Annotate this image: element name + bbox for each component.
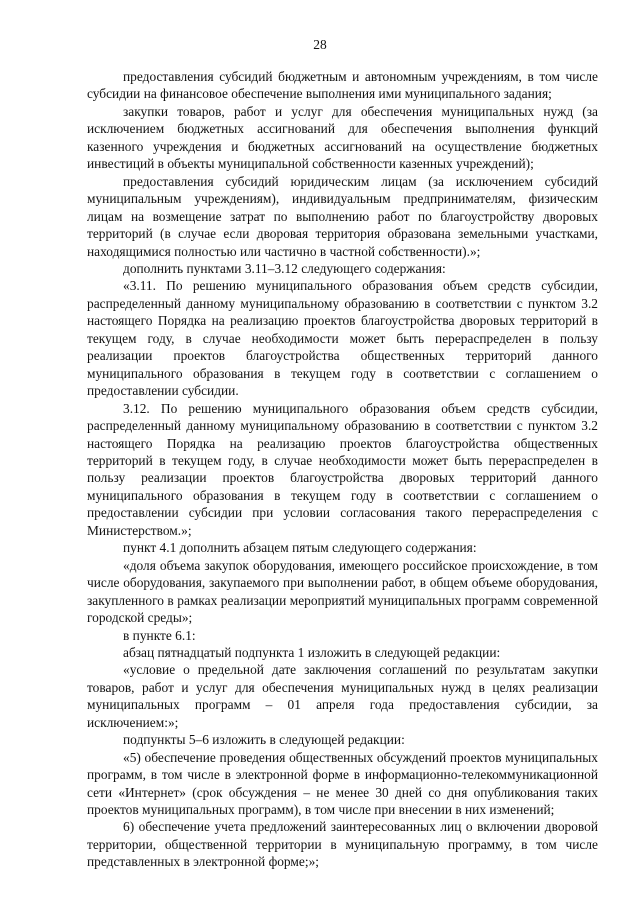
page-number: 28 [313, 37, 327, 52]
paragraph-procurement: закупки товаров, работ и услуг для обеспечения муниципальных нужд (за исключением бюджетных ассигнований для обеспечения выполнения функций казенного учреждения и бюджетных ассигнований на осуществление бюджетных инвестиций в объекты муниципальной собственности казенных учреждений); [87, 103, 598, 172]
paragraph-point-3-12: 3.12. По решению муниципального образования объем средств субсидии, распределенный данному муниципальному образованию в соответствии с пунктом 3.2 настоящего Порядка на реализацию проектов благоустройства общественных территорий в текущем году, в случае необходимости может быть перераспределен в пользу реализации проектов благоустройства дворовых территорий данного муниципального образования в текущем году в соответствии с соглашением о предоставлении субсидии при условии согласования такого перераспределения с Министерством.»; [87, 400, 598, 538]
paragraph-subpoints-5-6-intro: подпункты 5–6 изложить в следующей редакции: [123, 732, 405, 748]
paragraph-equipment-share: «доля объема закупок оборудования, имеющего российское происхождение, в том числе оборудования, закупаемого при выполнении работ, в общем объеме оборудования, закупленного в рамках реализации мероприятий муниципальных программ современной городской среды»; [87, 557, 598, 626]
document-body [87, 68, 598, 871]
paragraph-subsidies-legal-entities: предоставления субсидий юридическим лицам (за исключением субсидий муниципальным учреждениям), индивидуальным предпринимателям, физическим лицам на возмещение затрат по выполнению работ по благоустройству дворовых территорий (в случае если дворовая территория образована земельными участками, находящимися полностью или частично в частной собственности).»; [87, 173, 598, 259]
paragraph-add-points-intro: дополнить пунктами 3.11–3.12 следующего содержания: [123, 260, 446, 276]
paragraph-subpoint-6: 6) обеспечение учета предложений заинтересованных лиц о включении дворовой территории, общественной территории в муниципальную программу, в том числе представленных в электронной форме;»; [87, 819, 598, 870]
paragraph-point-6-1: в пункте 6.1: [123, 627, 196, 643]
paragraph-point-4-1-intro: пункт 4.1 дополнить абзацем пятым следующего содержания: [123, 540, 477, 556]
paragraph-point-3-11: «3.11. По решению муниципального образования объем средств субсидии, распределенный данному муниципальному образованию в соответствии с пунктом 3.2 настоящего Порядка на реализацию проектов благоустройства дворовых территорий в текущем году, в случае необходимости может быть перераспределен в пользу реализации проектов благоустройства общественных территорий данного муниципального образования в текущем году в соответствии с соглашением о предоставлении субсидии. [87, 278, 598, 399]
paragraph-deadline-condition: «условие о предельной дате заключения соглашений по результатам закупки товаров, работ и услуг для обеспечения муниципальных нужд в целях реализации муниципальных программ – 01 апреля года предоставления субсидии, за исключением:»; [87, 662, 598, 730]
paragraph-subpoint-5: «5) обеспечение проведения общественных обсуждений проектов муниципальных программ, в том числе в электронной форме в информационно-телекоммуникационной сети «Интернет» (срок обсуждения – не менее 30 дней со дня опубликования таких проектов муниципальных программ), в том числе при внесении в них изменений; [87, 749, 598, 818]
paragraph-subsidies-budget-institutions: предоставления субсидий бюджетным и автономным учреждениям, в том числе субсидии на финансовое обеспечение выполнения ими муниципального задания; [87, 69, 598, 102]
paragraph-subpoint-1-intro: абзац пятнадцатый подпункта 1 изложить в следующей редакции: [123, 644, 501, 660]
